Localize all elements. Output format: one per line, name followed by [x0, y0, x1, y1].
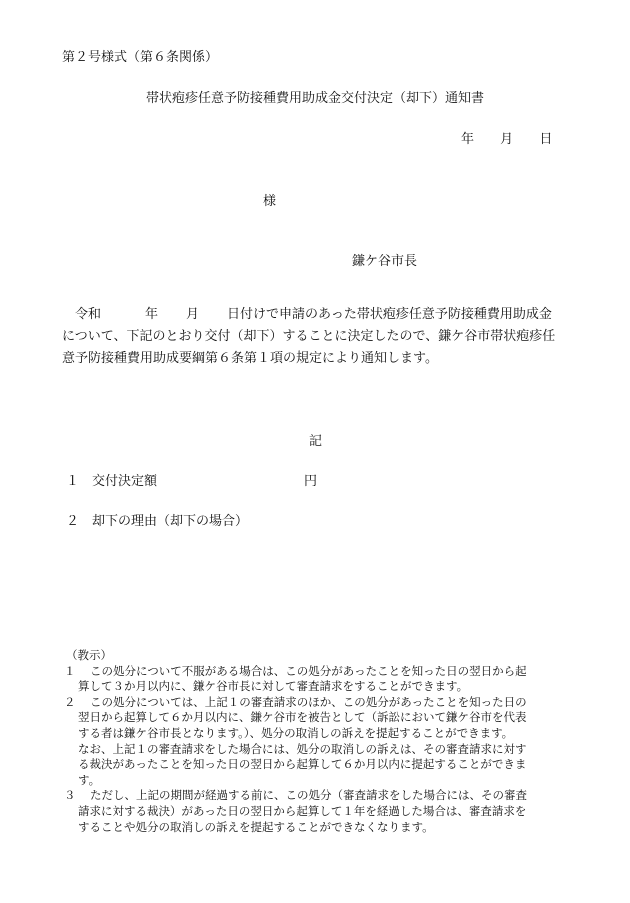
notice-line: 請求に対する裁決）があった日の翌日から起算して１年を経過した場合は、審査請求を — [78, 803, 527, 818]
body-line-3: 意予防接種費用助成要綱第６条第１項の規定により通知します。 — [62, 351, 438, 366]
item-1-unit: 円 — [304, 474, 318, 489]
body-line-1 — [62, 304, 574, 326]
notice-line: この処分については、上記１の審査請求のほか、この処分があったことを知った日の — [90, 694, 527, 709]
notice-item-number: １ — [64, 663, 76, 678]
body-month: 月 — [186, 307, 200, 322]
body-text — [62, 304, 574, 370]
notice-line: この処分について不服がある場合は、この処分があったことを知った日の翌日から起 — [90, 663, 527, 678]
form-number: 第２号様式（第６条関係） — [62, 50, 219, 65]
notice-line: する者は鎌ケ谷市長となります。）、処分の取消しの訴えを提起することができます。 — [78, 725, 514, 740]
body-year: 年 — [145, 307, 159, 322]
notice-item — [62, 695, 572, 789]
date-line — [461, 128, 552, 147]
notice-item-number: ３ — [64, 788, 76, 803]
notice-line: る裁決があったことを知った日の翌日から起算して６か月以内に提起することができま — [78, 757, 527, 772]
notice-line: することや処分の取消しの訴えを提起することができなくなります。 — [78, 819, 434, 834]
document-title: 帯状疱疹任意予防接種費用助成金交付決定（却下）通知書 — [145, 91, 484, 106]
item-1-label: １ 交付決定額 — [66, 474, 158, 489]
date-day: 日 — [539, 132, 553, 147]
notice-heading: （教示） — [66, 648, 112, 662]
notice-item — [62, 664, 572, 695]
notice-item-number: ２ — [64, 694, 76, 709]
notice-line: す。 — [78, 772, 101, 787]
notice-section — [62, 648, 572, 835]
addressee-suffix: 様 — [263, 194, 277, 209]
body-line-2: について、下記のとおり交付（却下）することに決定したので、鎌ケ谷市帯状疱疹任 — [62, 329, 556, 344]
item-2-label: ２ 却下の理由（却下の場合） — [66, 514, 249, 529]
notice-item — [62, 788, 572, 835]
body-era: 令和 — [75, 307, 102, 322]
notice-line: なお、上記１の審査請求をした場合には、処分の取消しの訴えは、その審査請求に対す — [78, 741, 527, 756]
date-year: 年 — [461, 132, 475, 147]
body-line1-rest: 日付けで申請のあった帯状疱疹任意予防接種費用助成金 — [227, 307, 552, 322]
notice-line: ただし、上記の期間が経過する前に、この処分（審査請求をした場合には、その審査 — [90, 788, 527, 803]
notice-line: 算して３か月以内に、鎌ケ谷市長に対して審査請求をすることができます。 — [78, 679, 469, 694]
date-month: 月 — [500, 132, 514, 147]
ki-marker: 記 — [309, 434, 323, 449]
notice-line: 翌日から起算して６か月以内に、鎌ケ谷市を被告として（訴訟において鎌ケ谷市を代表 — [78, 710, 527, 725]
sender-name: 鎌ケ谷市長 — [352, 254, 418, 269]
